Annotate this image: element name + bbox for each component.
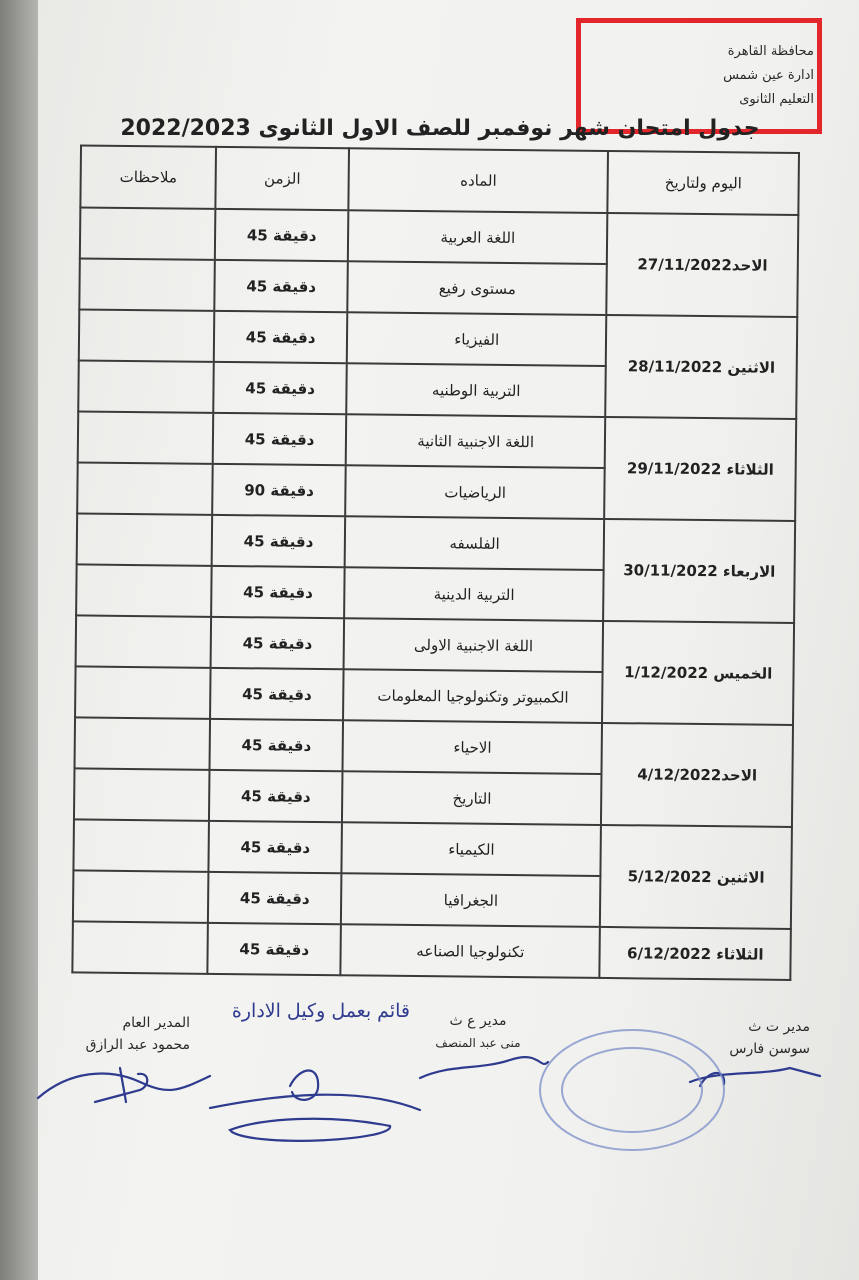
table-row	[78, 411, 796, 470]
table-row	[80, 207, 798, 266]
time-cell: دقيقة 45	[211, 566, 344, 618]
subject-cell: الرياضيات	[345, 465, 605, 519]
table-row	[77, 513, 795, 572]
subject-cell: الفلسفه	[345, 516, 605, 570]
notes-cell	[77, 513, 213, 565]
notes-cell	[75, 717, 211, 769]
subject-cell: اللغة الاجنبية الاولى	[344, 618, 604, 672]
notes-cell	[77, 462, 213, 514]
exam-schedule-table	[71, 144, 800, 980]
time-cell: دقيقة 45	[212, 515, 345, 567]
subject-cell: مستوى رفيع	[347, 261, 607, 315]
time-cell: دقيقة 45	[211, 617, 344, 669]
subject-cell: التربية الدينية	[344, 567, 604, 621]
official-stamp	[540, 1030, 724, 1150]
ink-stroke	[120, 1068, 126, 1102]
subject-cell: الاحياء	[343, 720, 603, 774]
director-tt-name: سوسن فارس	[729, 1041, 810, 1057]
ink-stroke	[230, 1119, 390, 1141]
signature-acting-admin: قائم بعمل وكيل الادارة	[231, 1000, 410, 1022]
notes-cell	[80, 207, 216, 259]
notes-cell	[79, 309, 215, 361]
signature-scribbles	[0, 990, 859, 1280]
subject-cell: الكمبيوتر وتكنولوجيا المعلومات	[343, 669, 603, 723]
subject-cell: تكنولوجيا الصناعه	[340, 924, 600, 978]
time-cell: دقيقة 45	[208, 923, 341, 975]
day-date-cell: الثلاثاء 29/11/2022	[605, 417, 797, 521]
notes-cell	[72, 921, 208, 973]
subject-cell: الجغرافيا	[341, 873, 601, 927]
day-date-cell: الاثنين 5/12/2022	[600, 825, 792, 929]
director-tt-title: مدير ت ث	[748, 1019, 810, 1035]
header-department: التعليم الثانوى	[739, 92, 814, 107]
general-manager-title: المدير العام	[122, 1015, 190, 1031]
ink-stroke	[420, 1057, 548, 1078]
time-cell: دقيقة 45	[213, 362, 346, 414]
notes-cell	[79, 258, 215, 310]
time-cell: دقيقة 45	[214, 311, 347, 363]
time-cell: دقيقة 45	[210, 668, 343, 720]
director-ea-title: مدير ع ث	[449, 1013, 507, 1029]
header-governorate: محافظة القاهرة	[727, 44, 814, 59]
header-day-date: اليوم ولتاريخ	[608, 151, 799, 215]
subject-cell: التربية الوطنيه	[346, 363, 606, 417]
ink-stroke	[210, 1095, 420, 1110]
subject-cell: الفيزياء	[347, 312, 607, 366]
day-date-cell: الخميس 1/12/2022	[602, 621, 794, 725]
notes-cell	[73, 870, 209, 922]
general-manager-name: محمود عبد الرازق	[85, 1037, 190, 1053]
time-cell: دقيقة 45	[209, 770, 342, 822]
header-time: الزمن	[216, 147, 350, 210]
table-row	[72, 921, 790, 980]
header-notes: ملاحظات	[80, 145, 216, 208]
time-cell: دقيقة 45	[215, 260, 348, 312]
notes-cell	[74, 768, 210, 820]
notes-cell	[76, 615, 212, 667]
subject-cell: اللغة العربية	[348, 210, 608, 264]
day-date-cell: الاربعاء 30/11/2022	[604, 519, 796, 623]
time-cell: دقيقة 45	[208, 872, 341, 924]
time-cell: دقيقة 45	[210, 719, 343, 771]
time-cell: دقيقة 45	[213, 413, 346, 465]
document-title: جدول امتحان شهر نوفمبر للصف الاول الثانوى 2022/2023	[120, 116, 760, 141]
notes-cell	[78, 360, 214, 412]
notes-cell	[76, 564, 212, 616]
day-date-cell: الاحد4/12/2022	[601, 723, 793, 827]
time-cell: دقيقة 90	[212, 464, 345, 516]
day-date-cell: الاحد27/11/2022	[607, 213, 799, 317]
notes-cell	[73, 819, 209, 871]
director-ea-name: منى عبد المنصف	[435, 1036, 521, 1050]
table-row	[79, 309, 797, 368]
subject-cell: التاريخ	[342, 771, 602, 825]
notes-cell	[78, 411, 214, 463]
subject-cell: الكيمياء	[342, 822, 602, 876]
table-header-row	[80, 145, 799, 215]
table-row	[73, 819, 791, 878]
table-row	[76, 615, 794, 674]
day-date-cell: الثلاثاء 6/12/2022	[600, 927, 791, 980]
signature-area	[0, 990, 859, 1280]
header-administration: ادارة عين شمس	[723, 68, 814, 83]
time-cell: دقيقة 45	[209, 821, 342, 873]
time-cell: دقيقة 45	[215, 209, 348, 261]
notes-cell	[75, 666, 211, 718]
header-subject: الماده	[348, 148, 608, 213]
subject-cell: اللغة الاجنبية الثانية	[346, 414, 606, 468]
day-date-cell: الاثنين 28/11/2022	[606, 315, 798, 419]
table-row	[75, 717, 793, 776]
